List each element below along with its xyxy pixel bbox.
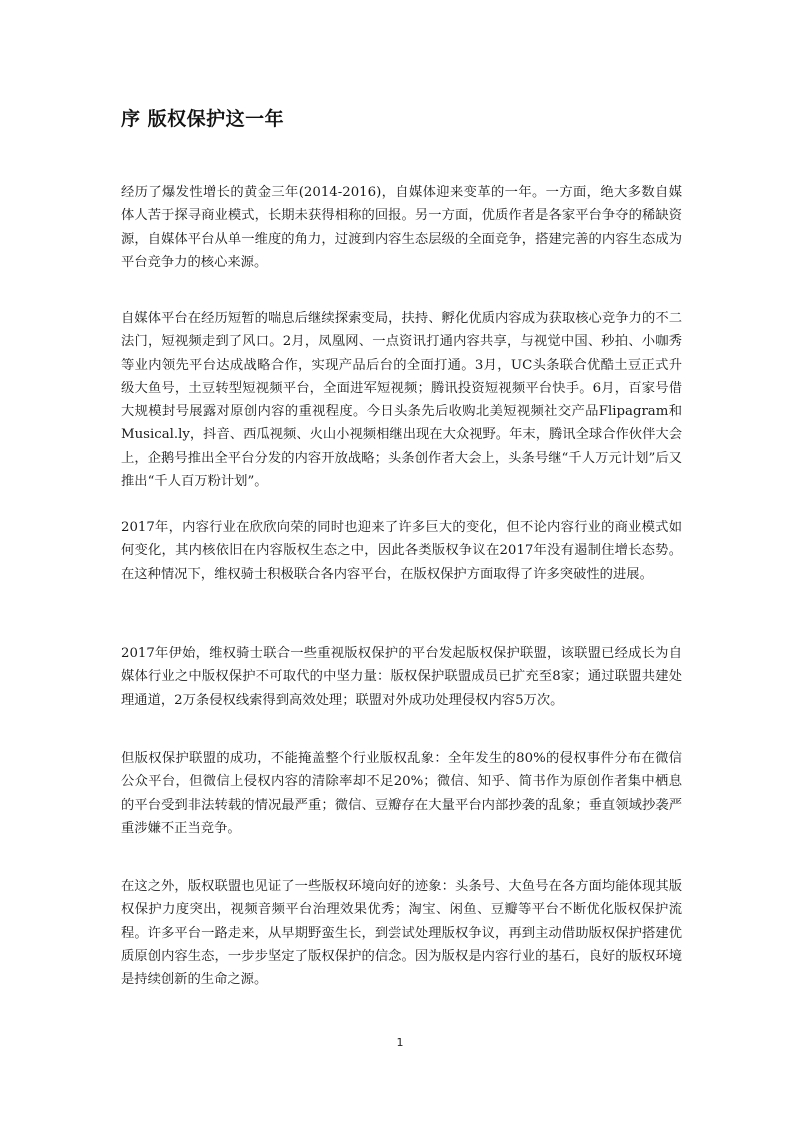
paragraph-positive-signs: 在这之外，版权联盟也见证了一些版权环境向好的迹象：头条号、大鱼号在各方面均能体现其版权保护力度突出，视频音频平台治理效果优秀；淘宝、闲鱼、豆瓣等平台不断优化版权保护流程。许多平台一路走来，从早期野蛮生长，到尝试处理版权争议，再到主动借助版权保护搭建优质原创内容生态，一步步坚定了版权保护的信念。因为版权是内容行业的基石，良好的版权环境是持续创新的生命之源。 [121, 879, 682, 988]
paragraph-2017-overview: 2017年，内容行业在欣欣向荣的同时也迎来了许多巨大的变化，但不论内容行业的商业模式如何变化，其内核依旧在内容版权生态之中，因此各类版权争议在2017年没有遏制住增长态势。在这种情况下，维权骑士积极联合各内容平台，在版权保护方面取得了许多突破性的进展。 [121, 520, 682, 582]
paragraph-industry-chaos: 但版权保护联盟的成功，不能掩盖整个行业版权乱象：全年发生的80%的侵权事件分布在微信公众平台，但微信上侵权内容的清除率却不足20%；微信、知乎、简书作为原创作者集中栖息的平台受到非法转载的情况最严重；微信、豆瓣存在大量平台内部抄袭的乱象；垂直领域抄袭严重涉嫌不正当竞争。 [121, 751, 682, 836]
paragraph-intro: 经历了爆发性增长的黄金三年(2014-2016)，自媒体迎来变革的一年。一方面，绝大多数自媒体人苦于探寻商业模式，长期未获得相称的回报。另一方面，优质作者是各家平台争夺的稀缺资源，自媒体平台从单一维度的角力，过渡到内容生态层级的全面竞争，搭建完善的内容生态成为平台竞争力的核心来源。 [121, 185, 682, 270]
paragraph-copyright-alliance: 2017年伊始，维权骑士联合一些重视版权保护的平台发起版权保护联盟，该联盟已经成长为自媒体行业之中版权保护不可取代的中坚力量：版权保护联盟成员已扩充至8家；通过联盟共建处理通道，2万条侵权线索得到高效处理；联盟对外成功处理侵权内容5万次。 [121, 646, 682, 708]
paragraph-platform-changes: 自媒体平台在经历短暂的喘息后继续探索变局，扶持、孵化优质内容成为获取核心竞争力的不二法门，短视频走到了风口。2月，凤凰网、一点资讯打通内容共享，与视觉中国、秒拍、小咖秀等业内领先平台达成战略合作，实现产品后台的全面打通。3月，UC头条联合优酷土豆正式升级大鱼号，土豆转型短视频平台，全面进军短视频；腾讯投资短视频平台快手。6月，百家号借大规模封号展露对原创内容的重视程度。今日头条先后收购北美短视频社交产品Flipagram和Musical.ly，抖音、西瓜视频、火山小视频相继出现在大众视野。年末，腾讯全球合作伙伴大会上，企鹅号推出全平台分发的内容开放战略；头条创作者大会上，头条号继“千人万元计划”后又推出“千人百万粉计划”。 [121, 311, 682, 490]
page-number: 1 [396, 1036, 404, 1049]
page-title: 序 版权保护这一年 [121, 108, 285, 130]
